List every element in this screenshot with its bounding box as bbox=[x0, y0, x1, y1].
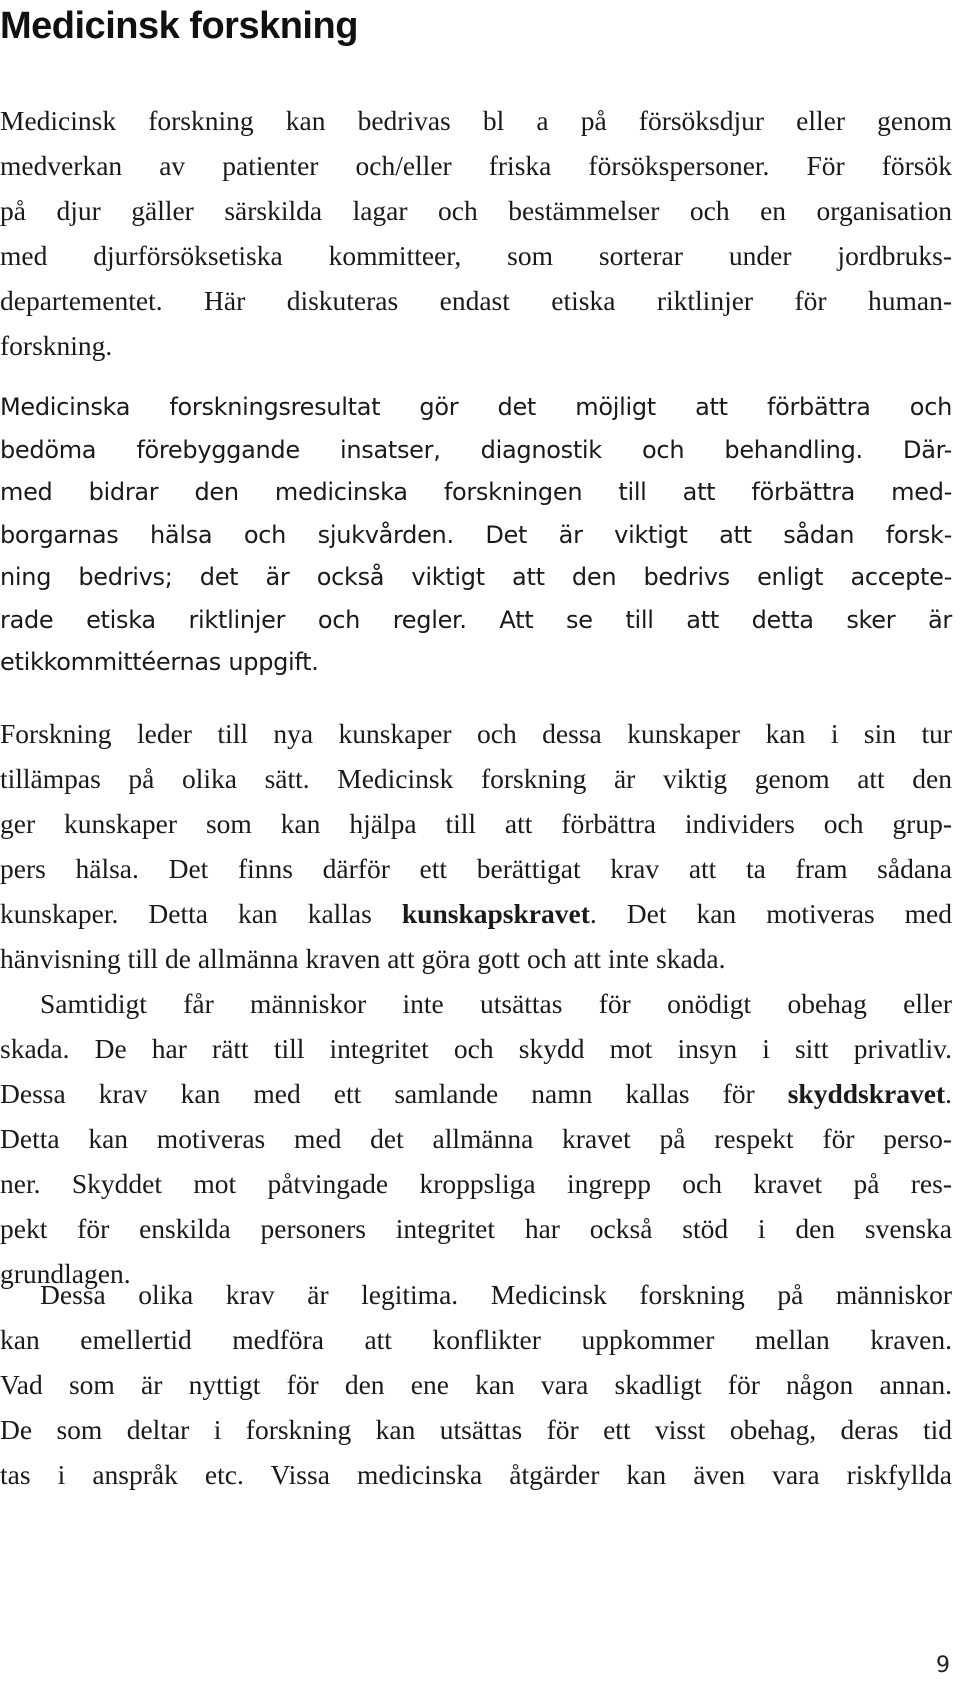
text-fragment: . Det kan motiveras med bbox=[589, 898, 953, 929]
text-line: med bidrar den medicinska forskningen till att förbättra med- bbox=[0, 478, 952, 506]
text-line: De som deltar i forskning kan utsättas för ett visst obehag, deras tid bbox=[0, 1414, 952, 1445]
term-kunskapskravet: kunskapskravet bbox=[401, 898, 590, 929]
text-line: med djurförsöksetiska kommitteer, som sorterar under jordbruks- bbox=[0, 240, 952, 271]
text-line: Forskning leder till nya kunskaper och dessa kunskaper kan i sin tur bbox=[0, 718, 952, 749]
paragraph-conflicts bbox=[0, 1272, 952, 1497]
text-line: pekt för enskilda personers integritet har också stöd i den svenska bbox=[0, 1213, 952, 1244]
page-title: Medicinsk forskning bbox=[0, 5, 358, 47]
text-line: medverkan av patienter och/eller friska försökspersoner. För försök bbox=[0, 150, 952, 181]
paragraph-intro bbox=[0, 98, 952, 368]
text-line: tillämpas på olika sätt. Medicinsk forskning är viktig genom att den bbox=[0, 763, 952, 794]
text-line: Vad som är nyttigt för den ene kan vara skadligt för någon annan. bbox=[0, 1369, 952, 1400]
text-line: departementet. Här diskuteras endast etiska riktlinjer för human- bbox=[0, 285, 952, 316]
text-fragment: kunskaper. Detta kan kallas bbox=[0, 898, 402, 929]
term-skyddskravet: skyddskravet bbox=[787, 1078, 946, 1109]
text-line: ner. Skyddet mot påtvingade kroppsliga ingrepp och kravet på res- bbox=[0, 1168, 952, 1199]
text-line: forskning. bbox=[0, 330, 113, 361]
text-line bbox=[0, 1071, 952, 1116]
text-line: på djur gäller särskilda lagar och bestämmelser och en organisation bbox=[0, 195, 952, 226]
text-line: Medicinska forskningsresultat gör det möjligt att förbättra och bbox=[0, 393, 952, 421]
text-line: Detta kan motiveras med det allmänna kravet på respekt för perso- bbox=[0, 1123, 952, 1154]
text-line: Samtidigt får människor inte utsättas för onödigt obehag eller bbox=[40, 988, 952, 1019]
text-line: ning bedrivs; det är också viktigt att den bedrivs enligt accepte- bbox=[0, 563, 952, 591]
text-line: etikkommittéernas uppgift. bbox=[0, 648, 319, 676]
text-line: bedöma förebyggande insatser, diagnostik och behandling. Där- bbox=[0, 435, 952, 464]
paragraph-requirements bbox=[0, 711, 952, 1296]
text-line: Medicinsk forskning kan bedrivas bl a på försöksdjur eller genom bbox=[0, 105, 952, 136]
text-line: hänvisning till de allmänna kraven att göra gott och att inte skada. bbox=[0, 943, 726, 974]
text-line: kan emellertid medföra att konflikter uppkommer mellan kraven. bbox=[0, 1324, 952, 1355]
text-line bbox=[0, 891, 952, 936]
text-line: pers hälsa. Det finns därför ett berättigat krav att ta fram sådana bbox=[0, 853, 952, 884]
text-line: tas i anspråk etc. Vissa medicinska åtgärder kan även vara riskfyllda bbox=[0, 1459, 952, 1490]
text-fragment: Dessa krav kan med ett samlande namn kallas för bbox=[0, 1078, 788, 1109]
text-line: rade etiska riktlinjer och regler. Att se till att detta sker är bbox=[0, 605, 952, 634]
text-line: ger kunskaper som kan hjälpa till att förbättra individers och grup- bbox=[0, 808, 952, 839]
text-line: grundlagen. bbox=[0, 1258, 131, 1289]
text-line: Dessa olika krav är legitima. Medicinsk forskning på människor bbox=[40, 1279, 952, 1310]
text-line: borgarnas hälsa och sjukvården. Det är viktigt att sådan forsk- bbox=[0, 520, 952, 549]
page-number: 9 bbox=[936, 1653, 950, 1678]
paragraph-highlight bbox=[0, 386, 952, 684]
text-fragment: . bbox=[945, 1078, 952, 1109]
text-line: skada. De har rätt till integritet och skydd mot insyn i sitt privatliv. bbox=[0, 1033, 952, 1064]
